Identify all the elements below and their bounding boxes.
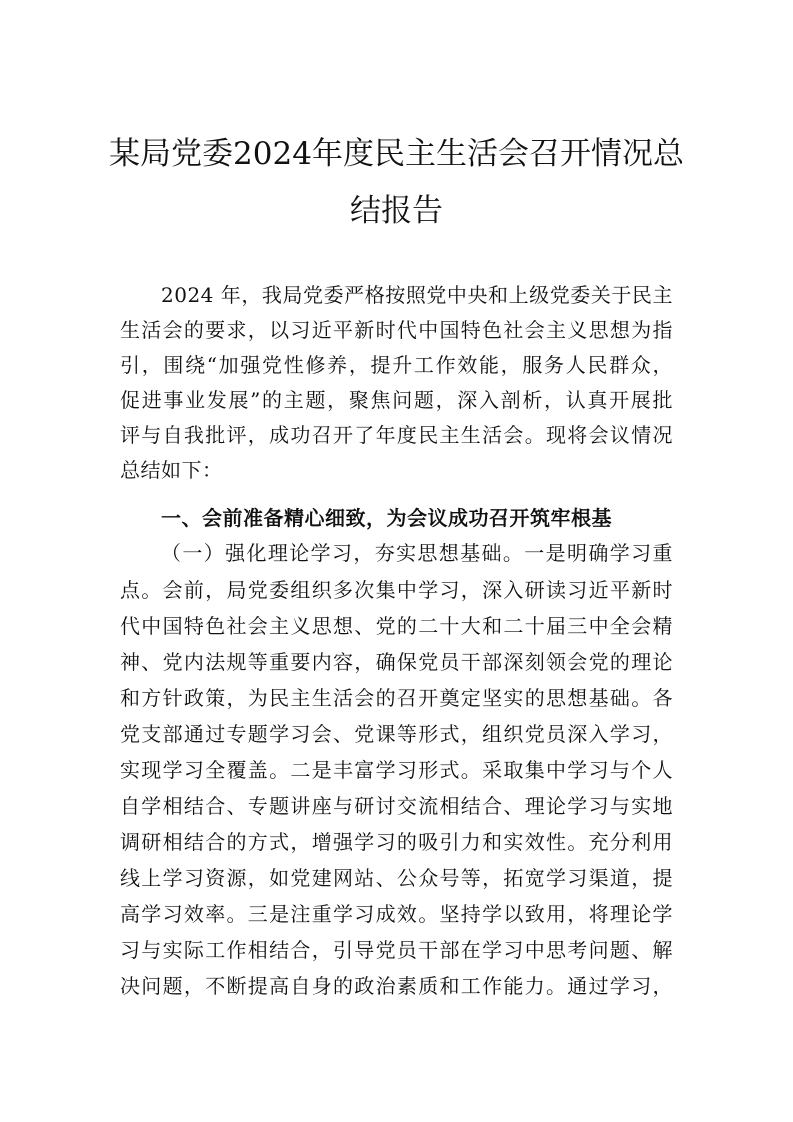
section-1-line-13: 决问题，不断提高自身的政治素质和工作能力。通过学习， bbox=[120, 974, 673, 998]
intro-line-5: 评与自我批评，成功召开了年度民主生活会。现将会议情况 bbox=[120, 423, 673, 447]
section-1-heading: 一、会前准备精心细致，为会议成功召开筑牢根基 bbox=[161, 506, 612, 530]
intro-line-4: 促进事业发展”的主题，聚焦问题，深入剖析，认真开展批 bbox=[120, 388, 673, 412]
section-1-line-1: （一）强化理论学习，夯实思想基础。一是明确学习重 bbox=[161, 541, 673, 565]
section-1-line-10: 线上学习资源，如党建网站、公众号等，拓宽学习渠道，提 bbox=[120, 866, 673, 890]
section-1-line-5: 和方针政策，为民主生活会的召开奠定坚实的思想基础。各 bbox=[120, 686, 673, 710]
section-1-line-12: 习与实际工作相结合，引导党员干部在学习中思考问题、解 bbox=[120, 938, 673, 962]
section-1-line-11: 高学习效率。三是注重学习成效。坚持学以致用，将理论学 bbox=[120, 902, 673, 926]
section-1-line-6: 党支部通过专题学习会、党课等形式，组织党员深入学习， bbox=[120, 722, 673, 746]
section-1-line-4: 神、党内法规等重要内容，确保党员干部深刻领会党的理论 bbox=[120, 650, 673, 674]
intro-line-6: 总结如下： bbox=[120, 458, 223, 482]
intro-line-3: 引，围绕“加强党性修养，提升工作效能，服务人民群众， bbox=[120, 353, 673, 377]
intro-line-2: 生活会的要求，以习近平新时代中国特色社会主义思想为指 bbox=[120, 318, 673, 342]
intro-line-1: 2024 年，我局党委严格按照党中央和上级党委关于民主 bbox=[161, 283, 673, 307]
document-title-line-1: 某局党委2024年度民主生活会召开情况总 bbox=[109, 136, 684, 172]
section-1-line-9: 调研相结合的方式，增强学习的吸引力和实效性。充分利用 bbox=[120, 830, 673, 854]
section-1-line-7: 实现学习全覆盖。二是丰富学习形式。采取集中学习与个人 bbox=[120, 758, 673, 782]
section-1-line-2: 点。会前，局党委组织多次集中学习，深入研读习近平新时 bbox=[120, 578, 673, 602]
section-1-line-8: 自学相结合、专题讲座与研讨交流相结合、理论学习与实地 bbox=[120, 794, 673, 818]
document-title-line-2: 结报告 bbox=[350, 193, 443, 229]
section-1-line-3: 代中国特色社会主义思想、党的二十大和二十届三中全会精 bbox=[120, 614, 673, 638]
